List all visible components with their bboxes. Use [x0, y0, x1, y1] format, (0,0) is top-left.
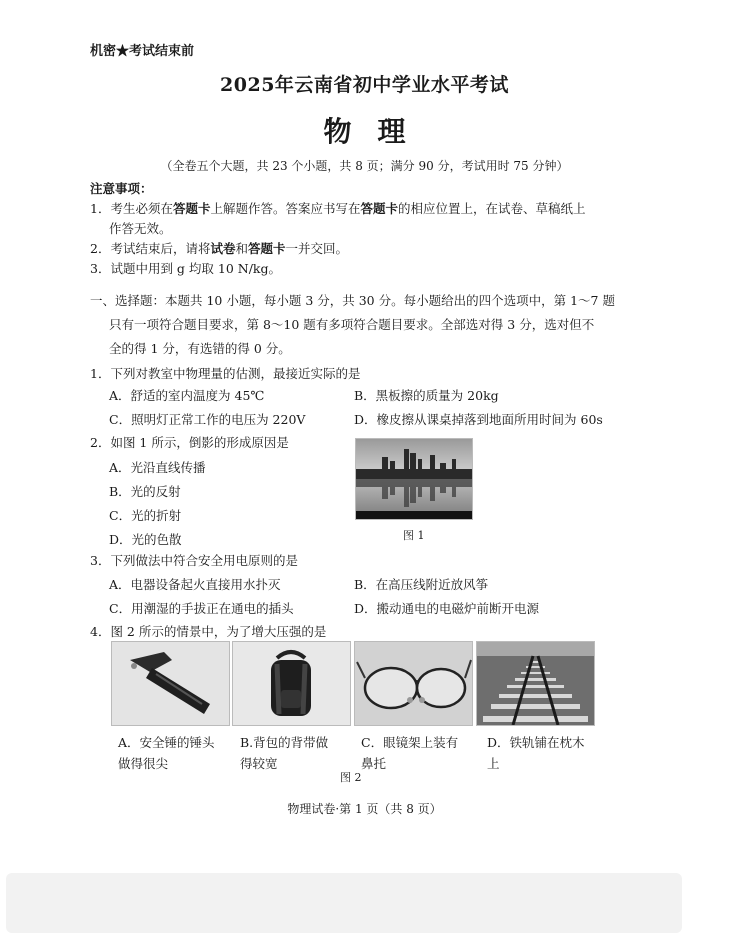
- exam-title: 2025年云南省初中学业水平考试: [220, 74, 509, 96]
- section-1-line-1: 一、选择题：本题共 10 小题，每小题 3 分，共 30 分。每小题给出的四个选项中，第 1～7 题: [90, 293, 615, 308]
- q1-stem: 1．下列对教室中物理量的估测，最接近实际的是: [90, 366, 361, 381]
- backpack-photo: [232, 641, 351, 726]
- q4-stem: 4．图 2 所示的情景中，为了增大压强的是: [90, 624, 327, 639]
- q3-option-a: A．电器设备起火直接用水扑灭: [109, 577, 281, 592]
- q4-option-b: B.背包的背带做得较宽: [240, 735, 329, 771]
- q1-option-c: C．照明灯正常工作的电压为 220V: [109, 412, 306, 427]
- note-3: 3．试题中用到 g 均取 10 N/kg。: [90, 261, 281, 276]
- figure-1-caption: 图 1: [403, 529, 425, 542]
- q1-option-d: D．橡皮擦从课桌掉落到地面所用时间为 60s: [354, 412, 603, 427]
- q1-option-b: B．黑板擦的质量为 20kg: [354, 388, 499, 403]
- railway-photo: [476, 641, 595, 726]
- q4-option-d: D．铁轨铺在枕木上: [487, 735, 585, 771]
- subject-title: 物理: [323, 115, 432, 148]
- notes-heading: 注意事项：: [90, 181, 153, 196]
- bottom-panel: [6, 873, 682, 933]
- q2-option-c: C．光的折射: [109, 508, 182, 523]
- q2-option-d: D．光的色散: [109, 532, 182, 547]
- confidential-label: 机密★考试结束前: [90, 44, 195, 59]
- note-1-cont: 作答无效。: [109, 221, 172, 236]
- q2-option-b: B．光的反射: [109, 484, 181, 499]
- q2-option-a: A．光沿直线传播: [109, 460, 206, 475]
- figure-1-reflection-photo: [355, 438, 473, 520]
- section-1-line-2: 只有一项符合题目要求，第 8～10 题有多项符合题目要求。全部选对得 3 分，选对但不: [109, 317, 595, 332]
- safety-hammer-photo: [111, 641, 230, 726]
- q4-option-c: C．眼镜架上装有鼻托: [361, 735, 459, 771]
- q3-option-d: D．搬动通电的电磁炉前断开电源: [354, 601, 540, 616]
- exam-info: （全卷五个大题，共 23 个小题，共 8 页；满分 90 分，考试用时 75 分钟）: [160, 159, 569, 173]
- q3-option-b: B．在高压线附近放风筝: [354, 577, 489, 592]
- note-2: 2．考试结束后，请将试卷和答题卡一并交回。: [90, 241, 349, 256]
- q1-option-a: A．舒适的室内温度为 45℃: [109, 388, 265, 403]
- q3-option-c: C．用潮湿的手拔正在通电的插头: [109, 601, 294, 616]
- figure-2-caption: 图 2: [340, 771, 362, 784]
- q3-stem: 3．下列做法中符合安全用电原则的是: [90, 553, 298, 568]
- section-1-line-3: 全的得 1 分，有选错的得 0 分。: [109, 341, 291, 356]
- q2-stem: 2．如图 1 所示，倒影的形成原因是: [90, 435, 289, 450]
- page-footer: 物理试卷·第 1 页（共 8 页）: [287, 802, 442, 816]
- note-1: 1．考生必须在答题卡上解题作答。答案应书写在答题卡的相应位置上，在试卷、草稿纸上: [90, 201, 586, 216]
- glasses-photo: [354, 641, 473, 726]
- q4-option-a: A．安全锤的锤头做得很尖: [118, 735, 215, 771]
